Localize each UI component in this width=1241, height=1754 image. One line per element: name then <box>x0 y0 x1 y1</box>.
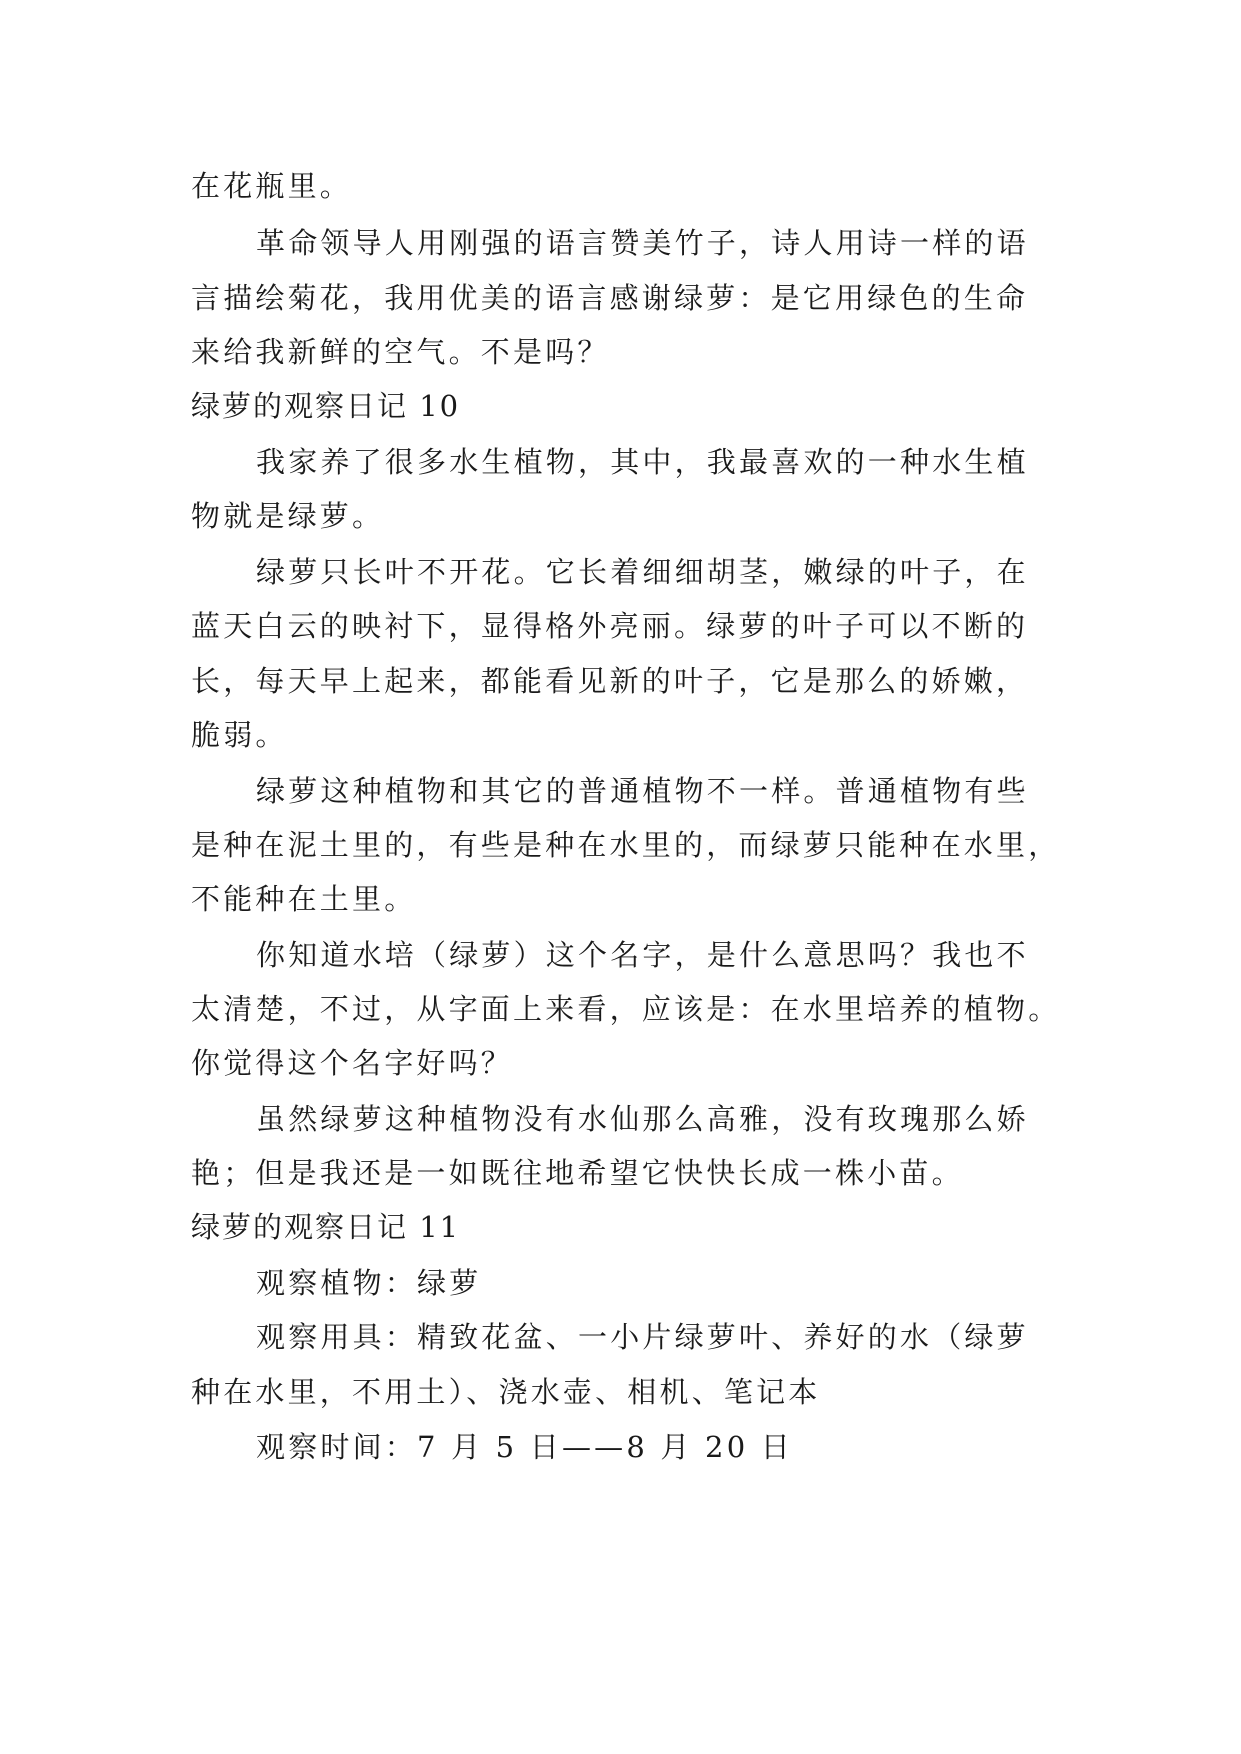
body-text-line: 在花瓶里。 <box>191 169 353 203</box>
paragraph-first-line: 绿萝只长叶不开花。它长着细细胡茎，嫩绿的叶子，在 <box>256 555 1029 589</box>
body-text-line: 不能种在土里。 <box>191 882 417 916</box>
section-heading: 绿萝的观察日记 11 <box>191 1210 461 1244</box>
paragraph-first-line: 你知道水培（绿萝）这个名字，是什么意思吗？我也不 <box>256 938 1029 972</box>
paragraph-first-line: 革命领导人用刚强的语言赞美竹子，诗人用诗一样的语 <box>256 226 1029 260</box>
paragraph-first-line: 我家养了很多水生植物，其中，我最喜欢的一种水生植 <box>256 445 1029 479</box>
body-text-line: 是种在泥土里的，有些是种在水里的，而绿萝只能种在水里， <box>191 828 1061 862</box>
body-text-line: 长，每天早上起来，都能看见新的叶子，它是那么的娇嫩， <box>191 664 1029 698</box>
body-text-line: 物就是绿萝。 <box>191 499 385 533</box>
paragraph-first-line: 观察植物：绿萝 <box>256 1266 482 1300</box>
paragraph-first-line: 虽然绿萝这种植物没有水仙那么高雅，没有玫瑰那么娇 <box>256 1102 1029 1136</box>
body-text-line: 来给我新鲜的空气。不是吗？ <box>191 335 610 369</box>
body-text-line: 太清楚，不过，从字面上来看，应该是：在水里培养的植物。 <box>191 992 1061 1026</box>
paragraph-first-line: 观察用具：精致花盆、一小片绿萝叶、养好的水（绿萝 <box>256 1320 1029 1354</box>
body-text-line: 艳；但是我还是一如既往地希望它快快长成一株小苗。 <box>191 1156 964 1190</box>
paragraph-first-line: 绿萝这种植物和其它的普通植物不一样。普通植物有些 <box>256 774 1029 808</box>
body-text-line: 言描绘菊花，我用优美的语言感谢绿萝：是它用绿色的生命 <box>191 281 1029 315</box>
body-text-line: 脆弱。 <box>191 718 288 752</box>
section-heading: 绿萝的观察日记 10 <box>191 389 461 423</box>
body-text-line: 种在水里，不用土）、浇水壶、相机、笔记本 <box>191 1375 821 1409</box>
body-text-line: 蓝天白云的映衬下，显得格外亮丽。绿萝的叶子可以不断的 <box>191 609 1029 643</box>
paragraph-first-line: 观察时间：7 月 5 日——8 月 20 日 <box>256 1430 793 1464</box>
body-text-line: 你觉得这个名字好吗？ <box>191 1046 514 1080</box>
